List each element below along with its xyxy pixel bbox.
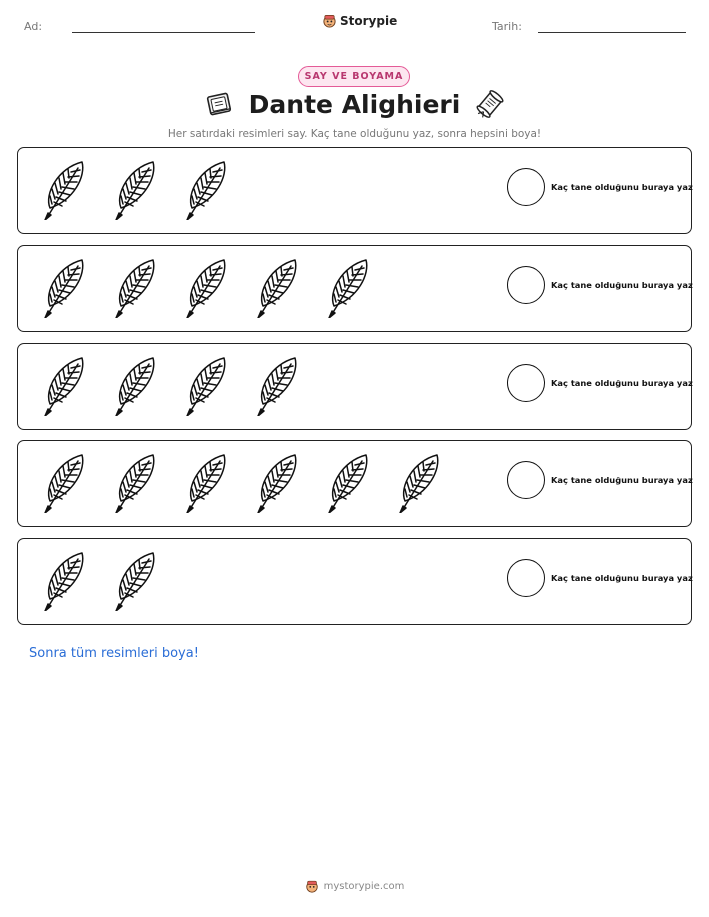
title-row: [0, 88, 709, 120]
feather-quill-icon: [170, 156, 241, 220]
feather-quill-icon: [99, 254, 170, 318]
header-brand: [322, 13, 397, 28]
counting-row: [17, 440, 692, 527]
counting-row: [17, 538, 692, 625]
worksheet-type-badge: SAY VE BOYAMA: [298, 66, 410, 87]
answer-circle[interactable]: [507, 461, 545, 499]
feather-quill-icon: [99, 547, 170, 611]
answer-hint: Kaç tane olduğunu buraya yaz: [551, 475, 693, 485]
feather-quill-icon: [241, 254, 312, 318]
feather-group: [28, 254, 383, 318]
name-line[interactable]: [72, 32, 255, 33]
feather-quill-icon: [28, 547, 99, 611]
storypie-mascot-icon: [322, 13, 337, 28]
feather-quill-icon: [312, 254, 383, 318]
feather-quill-icon: [99, 352, 170, 416]
feather-quill-icon: [241, 449, 312, 513]
feather-group: [28, 547, 170, 611]
answer-circle[interactable]: [507, 168, 545, 206]
feather-quill-icon: [241, 352, 312, 416]
answer-circle[interactable]: [507, 364, 545, 402]
feather-quill-icon: [28, 449, 99, 513]
counting-row: [17, 343, 692, 430]
footer-brand: [0, 879, 709, 893]
answer-hint: Kaç tane olduğunu buraya yaz: [551, 378, 693, 388]
scroll-icon: [474, 88, 506, 120]
feather-quill-icon: [28, 352, 99, 416]
storypie-mascot-icon: [305, 879, 319, 893]
date-line[interactable]: [538, 32, 686, 33]
instructions: Her satırdaki resimleri say. Kaç tane olduğunu yaz, sonra hepsini boya!: [167, 128, 542, 140]
feather-quill-icon: [28, 156, 99, 220]
counting-row: [17, 245, 692, 332]
feather-quill-icon: [170, 449, 241, 513]
feather-quill-icon: [312, 449, 383, 513]
feather-group: [28, 449, 454, 513]
counting-row: [17, 147, 692, 234]
coloring-instruction: Sonra tüm resimleri boya!: [29, 646, 199, 661]
brand-name: Storypie: [340, 13, 398, 28]
feather-quill-icon: [28, 254, 99, 318]
answer-hint: Kaç tane olduğunu buraya yaz: [551, 573, 693, 583]
footer-url: mystorypie.com: [323, 880, 405, 892]
answer-hint: Kaç tane olduğunu buraya yaz: [551, 182, 693, 192]
page-title: Dante Alighieri: [248, 89, 461, 119]
feather-quill-icon: [170, 254, 241, 318]
book-icon: [203, 89, 235, 119]
feather-quill-icon: [99, 449, 170, 513]
feather-quill-icon: [170, 352, 241, 416]
feather-quill-icon: [99, 156, 170, 220]
answer-hint: Kaç tane olduğunu buraya yaz: [551, 280, 693, 290]
date-label: Tarih:: [492, 20, 522, 33]
feather-group: [28, 156, 241, 220]
name-label: Ad:: [24, 20, 43, 33]
feather-quill-icon: [383, 449, 454, 513]
answer-circle[interactable]: [507, 266, 545, 304]
answer-circle[interactable]: [507, 559, 545, 597]
feather-group: [28, 352, 312, 416]
